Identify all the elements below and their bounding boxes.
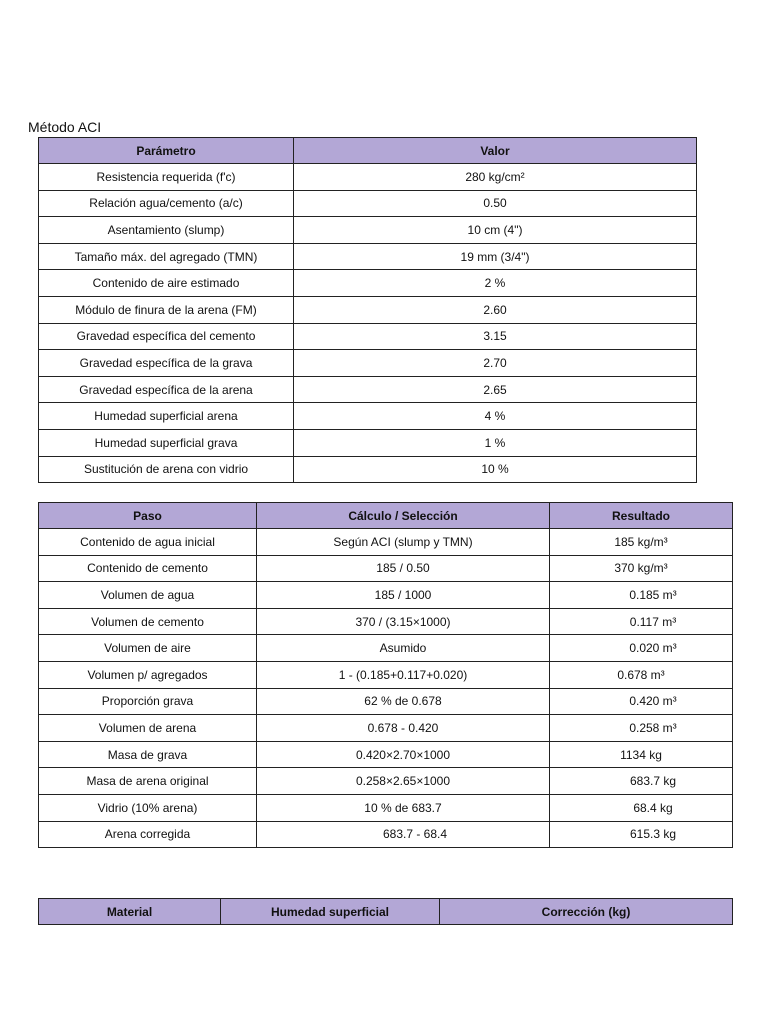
result-cell: 0.678 m³ [550,661,733,688]
calculation-cell: 185 / 0.50 [257,555,550,582]
table-row [39,350,697,377]
column-header: Corrección (kg) [440,899,733,925]
result-cell: 185 kg/m³ [550,529,733,556]
calculation-cell: 0.420×2.70×1000 [257,741,550,768]
step-cell: Masa de grava [39,741,257,768]
parameter-cell: Tamaño máx. del agregado (TMN) [39,243,294,270]
table-row [39,794,733,821]
calculation-cell: 62 % de 0.678 [257,688,550,715]
table-header-row [39,899,733,925]
result-cell: 0.420 m³ [550,688,733,715]
step-cell: Contenido de cemento [39,555,257,582]
parameter-cell: Sustitución de arena con vidrio [39,456,294,483]
value-cell: 4 % [294,403,697,430]
result-cell: 683.7 kg [550,768,733,795]
result-cell: 0.258 m³ [550,715,733,742]
calculation-cell: 0.678 - 0.420 [257,715,550,742]
table-row [39,190,697,217]
step-cell: Proporción grava [39,688,257,715]
column-header: Cálculo / Selección [257,503,550,529]
page-title: Método ACI [28,119,102,135]
step-cell: Masa de arena original [39,768,257,795]
value-cell: 19 mm (3/4") [294,243,697,270]
parameter-cell: Humedad superficial arena [39,403,294,430]
table-row [39,403,697,430]
value-cell: 10 % [294,456,697,483]
step-cell: Volumen de arena [39,715,257,742]
value-cell: 1 % [294,429,697,456]
parameter-cell: Gravedad específica de la grava [39,350,294,377]
parameter-cell: Humedad superficial grava [39,429,294,456]
result-cell: 0.117 m³ [550,608,733,635]
table-row [39,456,697,483]
table-row [39,296,697,323]
parameter-cell: Módulo de finura de la arena (FM) [39,296,294,323]
parameter-cell: Gravedad específica del cemento [39,323,294,350]
table-row [39,323,697,350]
result-cell: 0.020 m³ [550,635,733,662]
column-header: Valor [294,138,697,164]
parameter-cell: Asentamiento (slump) [39,217,294,244]
step-cell: Contenido de agua inicial [39,529,257,556]
table-row [39,715,733,742]
table-row [39,376,697,403]
result-cell: 1134 kg [550,741,733,768]
value-cell: 2.60 [294,296,697,323]
table-row [39,741,733,768]
result-cell: 68.4 kg [550,794,733,821]
column-header: Resultado [550,503,733,529]
parameter-cell: Relación agua/cemento (a/c) [39,190,294,217]
table-row [39,608,733,635]
table-row [39,821,733,848]
calculation-cell: 0.258×2.65×1000 [257,768,550,795]
column-header: Humedad superficial [221,899,440,925]
calculation-cell: 1 - (0.185+0.117+0.020) [257,661,550,688]
step-cell: Vidrio (10% arena) [39,794,257,821]
column-header: Parámetro [39,138,294,164]
value-cell: 3.15 [294,323,697,350]
value-cell: 2.70 [294,350,697,377]
parameter-cell: Gravedad específica de la arena [39,376,294,403]
result-cell: 615.3 kg [550,821,733,848]
calculation-table [38,502,733,848]
step-cell: Volumen de agua [39,582,257,609]
step-cell: Volumen de aire [39,635,257,662]
calculation-cell: Asumido [257,635,550,662]
table-row [39,768,733,795]
column-header: Paso [39,503,257,529]
table-row [39,243,697,270]
result-cell: 370 kg/m³ [550,555,733,582]
table-row [39,635,733,662]
value-cell: 2.65 [294,376,697,403]
correction-table [38,898,733,925]
calculation-cell: 370 / (3.15×1000) [257,608,550,635]
table-row [39,429,697,456]
parameter-cell: Resistencia requerida (f'c) [39,164,294,191]
value-cell: 0.50 [294,190,697,217]
calculation-cell: 185 / 1000 [257,582,550,609]
calculation-cell: Según ACI (slump y TMN) [257,529,550,556]
table-row [39,582,733,609]
step-cell: Arena corregida [39,821,257,848]
value-cell: 2 % [294,270,697,297]
table-row [39,688,733,715]
value-cell: 280 kg/cm² [294,164,697,191]
table-row [39,661,733,688]
table-header-row [39,503,733,529]
parameter-cell: Contenido de aire estimado [39,270,294,297]
column-header: Material [39,899,221,925]
table-row [39,555,733,582]
calculation-cell: 10 % de 683.7 [257,794,550,821]
result-cell: 0.185 m³ [550,582,733,609]
value-cell: 10 cm (4") [294,217,697,244]
table-row [39,270,697,297]
calculation-cell: 683.7 - 68.4 [257,821,550,848]
table-header-row [39,138,697,164]
table-row [39,217,697,244]
step-cell: Volumen p/ agregados [39,661,257,688]
table-row [39,164,697,191]
parameters-table [38,137,697,483]
step-cell: Volumen de cemento [39,608,257,635]
table-row [39,529,733,556]
